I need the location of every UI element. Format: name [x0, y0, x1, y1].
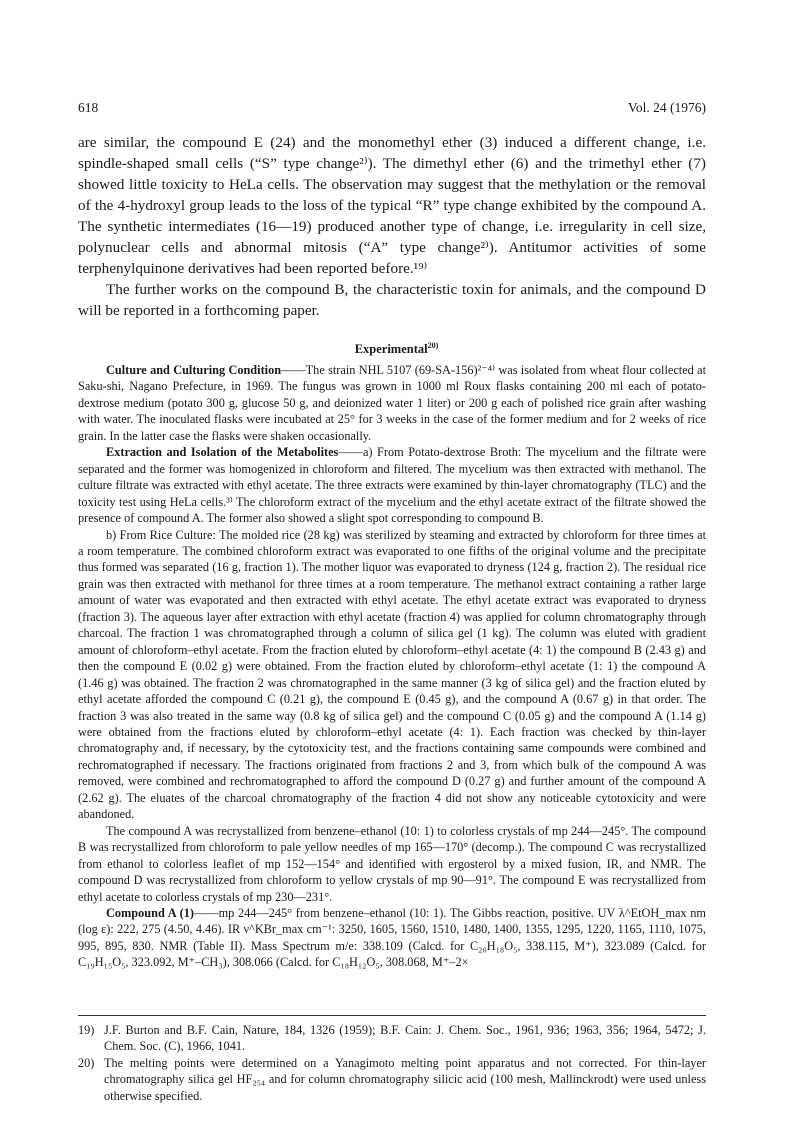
compound-a-paragraph — [78, 905, 706, 971]
journal-volume: Vol. 24 (1976) — [627, 100, 706, 115]
extraction-subheading: Extraction and Isolation of the Metabolites — [106, 445, 339, 460]
culture-paragraph — [78, 362, 706, 444]
footnote-text: The melting points were determined on a Yanagimoto melting point apparatus and not corrected. For thin-layer chromatography silica gel HF₂₅₄ and for column chromatography silicic acid (100 mesh, Mallinckrodt) were used unless otherwise specified. — [104, 1055, 706, 1103]
footnote-number: 19) — [78, 1023, 95, 1037]
discussion-paragraph: The further works on the compound B, the characteristic toxin for animals, and the compound D will be reported in a forthcoming paper. — [78, 281, 706, 319]
experimental-section — [78, 362, 706, 971]
footnote-divider — [78, 1015, 706, 1016]
page-number: 618 — [78, 100, 99, 115]
compound-a-subheading: Compound A (1) — [106, 905, 194, 920]
rice-culture-paragraph: b) From Rice Culture: The molded rice (28 kg) was sterilized by steaming and extracted by chloroform for three times at a room temperature. The combined chloroform extract was evaporated to one fifths of the original volume and the precipitate thus formed was separated (16 g, fraction 1). The mother liquor was evaporated to dryness (124 g, fraction 2). The residual rice grain was then extracted with methanol for three times at a room temperature. The methanol extract containing a rather large amount of water was evaporated and then extracted with ethyl acetate. The ethyl acetate extract was evaporated to dryness (fraction 3). The aqueous layer after extraction with ethyl acetate (fraction 4) was applied for column chromatography through charcoal. The fraction 1 was chromatographed through a column of silica gel (1 kg). The column was eluted with gradient amount of chloroform–ethyl acetate. From the fraction eluted by chloroform–ethyl acetate (4: 1) the compound B (2.43 g) and then the compound E (0.02 g) were obtained. From the fraction eluted by chloroform–ethyl acetate (1: 1) the compound A (1.46 g) was obtained. The fraction 2 was chromatographed in the same manner (3 kg of silica gel) and the fraction eluted by ethyl acetate afforded the compound C (0.21 g), the compound E (0.45 g), and the compound A (0.67 g) in that order. The fraction 3 was also treated in the same way (0.8 kg of silica gel) and the compound C (0.05 g) and the compound A (1.14 g) were obtained from the fractions eluted by chloroform–ethyl acetate (4: 1). Each fraction was checked by thin-layer chromatography and, if necessary, by the cytotoxicity test, and the fractions containing same compounds were combined and rechromatographed if necessary. The fractions originated from fractions 2 and 3, from which bulk of the compound A was removed, were combined and rechromatographed to afford the compound D (0.27 g) and further amount of the compound A (2.62 g). The eluates of the charcoal chromatography of the fraction 4 did not show any noticeable cytotoxicity and were abandoned. — [78, 527, 706, 822]
culture-subheading: Culture and Culturing Condition — [106, 363, 282, 377]
footnotes — [78, 1022, 706, 1104]
footnote-text: J.F. Burton and B.F. Cain, Nature, 184, 1326 (1959); B.F. Cain: J. Chem. Soc., 1961, 936; 1963, 356; 1964, 5472; J. Chem. Soc. (C), 1966, 1041. — [104, 1023, 706, 1054]
running-head — [78, 100, 706, 120]
section-title-ref: 20) — [427, 340, 439, 350]
extraction-paragraph — [78, 444, 706, 526]
section-heading — [0, 342, 793, 357]
footnote-number: 20) — [78, 1055, 95, 1070]
extraction-text: ——a) From Potato-dextrose Broth: The mycelium and the filtrate were separated and the former was homogenized in chloroform and filtered. The mycelium was then extracted with methanol. The culture filtrate was extracted with ethyl acetate. The three extracts were examined by thin-layer chromatography (TLC) and the toxicity test using HeLa cells.³⁾ The chloroform extract of the mycelium and the ethyl acetate extract of the filtrate showed the presence of compound A. The former also showed a slight spot corresponding to compound B. — [78, 445, 706, 526]
section-title: Experimental — [354, 342, 428, 356]
footnote — [78, 1055, 706, 1104]
footnote — [78, 1022, 706, 1055]
discussion-continuation — [78, 132, 706, 321]
culture-text: ——The strain NHL 5107 (69-SA-156)²⁻⁴⁾ was isolated from wheat flour collected at Saku-shi, Nagano Prefecture, in 1969. The fungus was grown in 1000 ml Roux flasks containing 200 ml each of potato-dextrose medium (potato 300 g, glucose 50 g, and deionized water 1 liter) or 200 g each of polished rice grain after washing with water. The inoculated flasks were incubated at 25° for 3 weeks in the case of the former medium and for 2 weeks of rice grain. In the latter case the flasks were shaken occasionally. — [78, 363, 706, 443]
recrystallization-paragraph: The compound A was recrystallized from benzene–ethanol (10: 1) to colorless crystals of mp 244—245°. The compound B was recrystallized from chloroform to pale yellow needles of mp 165—170° (decomp.). The compound C was recrystallized from ethanol to colorless leaflet of mp 152—154° and identified with ergosterol by a mixed fusion, IR, and NMR. The compound D was recrystallized from chloroform to yellow crystals of mp 90—91°. The compound E was recrystallized from ethyl acetate to colorless crystals of mp 230—231°. — [78, 823, 706, 904]
discussion-paragraph: are similar, the compound E (24) and the monomethyl ether (3) induced a different change, i.e. spindle-shaped small cells (“S” type change²⁾). The dimethyl ether (6) and the trimethyl ether (7) showed little toxicity to HeLa cells. The observation may suggest that the methylation or the removal of the 4-hydroxyl group leads to the loss of the typical “R” type change exhibited by the compound A. The synthetic intermediates (16—19) produced another type of change, i.e. irregularity in cell size, polynuclear cells and abnormal mitosis (“A” type change²⁾). Antitumor activities of some terphenylquinone derivatives had been reported before.¹⁹⁾ — [78, 134, 706, 277]
compound-a-text: ——mp 244—245° from benzene–ethanol (10: 1). The Gibbs reaction, positive. UV λ^EtOH_max nm (log ε): 222, 275 (4.50, 4.46). IR ν^KBr_max cm⁻¹: 3250, 1605, 1560, 1510, 1480, 1400, 1355, 1295, 1220, 1165, 1110, 1075, 995, 895, 830. NMR (Table II). Mass Spectrum m/e: 338.109 (Calcd. for C₂₀H₁₈O₅, 338.115, M⁺), 323.089 (Calcd. for C₁₉H₁₅O₅, 323.092, M⁺–CH₃), 308.066 (Calcd. for C₁₈H₁₂O₅, 308.068, M⁺–2× — [78, 905, 707, 970]
